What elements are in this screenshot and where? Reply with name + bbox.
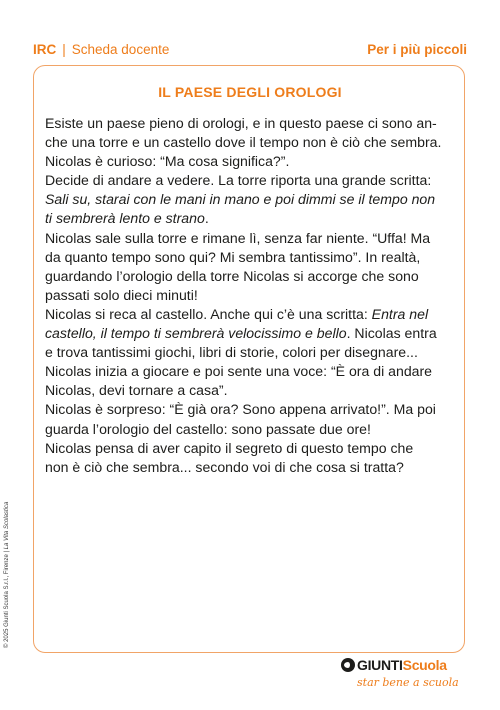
story-segment: Nicolas sale sulla torre e rimane lì, senza far niente. “Uffa! Ma <box>45 229 431 246</box>
header-separator: | <box>62 42 66 57</box>
logo-tagline: star bene a scuola <box>357 676 459 689</box>
story-segment: Nicolas è curioso: “Ma cosa significa?”. <box>45 153 290 170</box>
header-sheet-type: Scheda docente <box>71 42 170 57</box>
header-left <box>33 42 169 57</box>
story-line <box>45 229 457 248</box>
story-line <box>45 343 457 362</box>
story-italic-segment: Entra nel <box>371 305 429 322</box>
story-line <box>45 400 457 419</box>
story-line <box>45 439 457 458</box>
story-line <box>45 324 457 343</box>
logo-brand-part2: Scuola <box>402 657 447 673</box>
story-segment: Nicolas inizia a giocare e poi sente una voce: “È ora di andare <box>45 363 433 380</box>
story-line <box>45 209 457 228</box>
copyright-magazine: La Vita Scolastica <box>4 501 10 550</box>
header-audience: Per i più piccoli <box>367 42 467 57</box>
page-title: IL PAESE DEGLI OROLOGI <box>158 84 342 100</box>
story-segment: guarda l’orologio del castello: sono passate due ore! <box>45 420 371 437</box>
page-header <box>33 42 467 57</box>
story-italic-segment: Sali su, starai con le mani in mano e poi dimmi se il tempo non <box>45 191 436 208</box>
story-segment: Nicolas pensa di aver capito il segreto di questo tempo che <box>45 439 414 456</box>
copyright-notice <box>4 502 10 648</box>
story-segment: non è ciò che sembra... secondo voi di che cosa si tratta? <box>45 458 404 475</box>
story-line <box>45 458 457 477</box>
story-line <box>45 420 457 439</box>
story-line <box>45 267 457 286</box>
story-segment: da quanto tempo sono qui? Mi sembra tantissimo”. In realtà, <box>45 248 421 265</box>
story-segment: . Nicolas entra <box>346 325 437 342</box>
story-segment: passati solo dieci minuti! <box>45 286 198 303</box>
story-line <box>45 286 457 305</box>
header-subject: IRC <box>33 42 57 57</box>
story-segment: Nicolas è sorpreso: “È già ora? Sono appena arrivato!”. Ma poi <box>45 401 436 418</box>
story-line <box>45 171 457 190</box>
story-italic-segment: castello, il tempo ti sembrerà velocissimo e bello <box>45 325 347 342</box>
story-line <box>45 114 457 133</box>
story-line <box>45 190 457 209</box>
story-segment: Nicolas si reca al castello. Anche qui c’è una scritta: <box>45 305 372 322</box>
story-italic-segment: ti sembrerà lento e strano <box>45 210 205 227</box>
copyright-prefix: © 2025 Giunti Scuola S.r.l., Firenze | <box>4 549 10 648</box>
story-segment: Nicolas, devi tornare a casa”. <box>45 382 228 399</box>
story-segment: Esiste un paese pieno di orologi, e in questo paese ci sono an- <box>45 115 437 131</box>
story-line <box>45 133 457 152</box>
story-line <box>45 362 457 381</box>
story-line <box>45 152 457 171</box>
story-line <box>45 381 457 400</box>
giunti-g-icon <box>341 658 355 672</box>
story-segment: Decide di andare a vedere. La torre riporta una grande scritta: <box>45 172 432 189</box>
story-line <box>45 305 457 324</box>
giunti-scuola-logo <box>341 655 461 697</box>
story-line <box>45 248 457 267</box>
story-segment: che una torre e un castello dove il tempo non è ciò che sembra. <box>45 134 442 151</box>
story-segment: guardando l’orologio della torre Nicolas si accorge che sono <box>45 267 419 284</box>
logo-brand-part1: GIUNTI <box>357 657 403 673</box>
story-text <box>45 114 457 477</box>
story-segment: e trova tantissimi giochi, libri di storie, colori per disegnare... <box>45 344 418 361</box>
story-segment: . <box>204 210 209 227</box>
